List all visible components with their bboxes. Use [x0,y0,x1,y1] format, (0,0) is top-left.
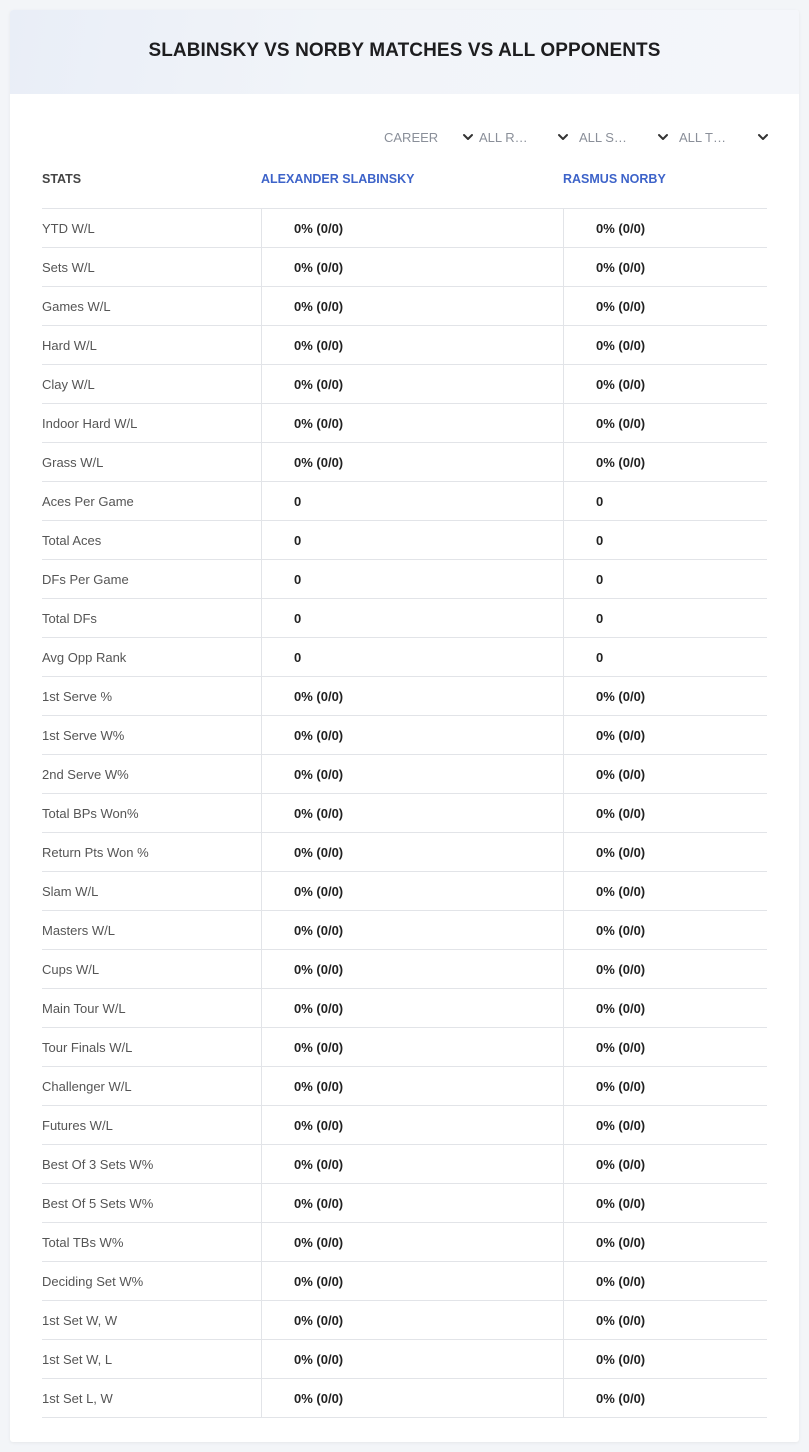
stat-label: Avg Opp Rank [42,649,127,665]
player2-value: 0% (0/0) [563,209,767,247]
player1-value: 0% (0/0) [261,911,563,949]
player1-value: 0% (0/0) [261,1145,563,1183]
player2-value: 0% (0/0) [563,443,767,481]
player2-value: 0% (0/0) [563,1223,767,1261]
table-row [42,755,767,794]
player1-value: 0 [261,638,563,676]
table-row [42,209,767,248]
player1-value: 0% (0/0) [261,950,563,988]
player1-value: 0% (0/0) [261,989,563,1027]
filter-bar [380,126,770,148]
player2-link[interactable]: RASMUS NORBY [563,172,666,186]
table-row [42,560,767,599]
player2-value: 0% (0/0) [563,1262,767,1300]
player1-value: 0% (0/0) [261,443,563,481]
player1-value: 0% (0/0) [261,1262,563,1300]
table-row [42,833,767,872]
table-row [42,287,767,326]
player1-value: 0% (0/0) [261,716,563,754]
player1-value: 0% (0/0) [261,209,563,247]
surface-select-value: ALL S… [579,129,627,145]
stat-label: Clay W/L [42,376,95,392]
table-row [42,794,767,833]
player1-value: 0% (0/0) [261,755,563,793]
player2-value: 0 [563,482,767,520]
stat-label: Aces Per Game [42,493,134,509]
stat-label: Deciding Set W% [42,1273,144,1289]
chevron-down-icon [462,131,474,143]
tournament-select[interactable] [679,126,769,148]
chevron-down-icon [657,131,669,143]
stat-label: 1st Set W, L [42,1351,113,1367]
player2-value: 0% (0/0) [563,1379,767,1417]
table-row [42,1262,767,1301]
player2-value: 0% (0/0) [563,1028,767,1066]
table-row [42,248,767,287]
player2-value: 0 [563,560,767,598]
table-row [42,911,767,950]
player2-value: 0% (0/0) [563,1106,767,1144]
table-row [42,1067,767,1106]
table-row [42,638,767,677]
player1-value: 0 [261,599,563,637]
player2-value: 0% (0/0) [563,1145,767,1183]
player2-value: 0% (0/0) [563,950,767,988]
player2-value: 0% (0/0) [563,1184,767,1222]
player1-value: 0% (0/0) [261,677,563,715]
table-row [42,872,767,911]
stat-label: 1st Serve W% [42,727,125,743]
stat-label: 1st Serve % [42,688,113,704]
player1-link[interactable]: ALEXANDER SLABINSKY [261,172,415,186]
player1-value: 0% (0/0) [261,1223,563,1261]
table-row [42,1106,767,1145]
table-row [42,716,767,755]
player1-value: 0% (0/0) [261,872,563,910]
player2-value: 0% (0/0) [563,911,767,949]
stat-label: Challenger W/L [42,1078,132,1094]
round-select-value: ALL R… [479,129,528,145]
player1-value: 0% (0/0) [261,1067,563,1105]
stat-label: Best Of 5 Sets W% [42,1195,154,1211]
player1-value: 0% (0/0) [261,1340,563,1378]
player2-value: 0% (0/0) [563,872,767,910]
player2-value: 0% (0/0) [563,1340,767,1378]
table-row [42,1301,767,1340]
player1-value: 0% (0/0) [261,287,563,325]
player2-value: 0% (0/0) [563,365,767,403]
player1-value: 0 [261,482,563,520]
player1-value: 0% (0/0) [261,326,563,364]
table-row [42,443,767,482]
table-row [42,1379,767,1418]
stat-label: 1st Set W, W [42,1312,118,1328]
table-row [42,404,767,443]
player2-value: 0% (0/0) [563,755,767,793]
player1-value: 0% (0/0) [261,248,563,286]
table-row [42,326,767,365]
stat-label: Return Pts Won % [42,844,149,860]
stat-label: Hard W/L [42,337,97,353]
stat-label: Total Aces [42,532,102,548]
player2-value: 0% (0/0) [563,677,767,715]
stat-label: Indoor Hard W/L [42,415,138,431]
player1-value: 0% (0/0) [261,1028,563,1066]
stat-label: Main Tour W/L [42,1000,126,1016]
stat-label: Sets W/L [42,259,95,275]
player1-value: 0 [261,521,563,559]
stat-label: Tour Finals W/L [42,1039,133,1055]
stats-column-header: STATS [42,172,82,186]
player2-value: 0 [563,638,767,676]
player1-value: 0% (0/0) [261,1106,563,1144]
player1-value: 0 [261,560,563,598]
player2-value: 0 [563,599,767,637]
player1-value: 0% (0/0) [261,1379,563,1417]
stat-label: DFs Per Game [42,571,129,587]
player2-value: 0% (0/0) [563,833,767,871]
player2-value: 0 [563,521,767,559]
player1-value: 0% (0/0) [261,365,563,403]
stat-label: Futures W/L [42,1117,113,1133]
card-header [10,10,799,94]
stat-label: Total DFs [42,610,97,626]
stat-label: Games W/L [42,298,111,314]
table-row [42,1184,767,1223]
player1-value: 0% (0/0) [261,1301,563,1339]
player2-value: 0% (0/0) [563,1067,767,1105]
stat-label: YTD W/L [42,220,95,236]
page-title: SLABINSKY VS NORBY MATCHES VS ALL OPPONENTS [148,40,661,61]
player1-value: 0% (0/0) [261,1184,563,1222]
period-select-value: CAREER [384,129,439,145]
player2-value: 0% (0/0) [563,287,767,325]
player2-value: 0% (0/0) [563,404,767,442]
player2-value: 0% (0/0) [563,1301,767,1339]
stat-label: 1st Set L, W [42,1390,113,1406]
player2-value: 0% (0/0) [563,989,767,1027]
table-header [42,170,767,208]
stat-label: Total BPs Won% [42,805,139,821]
table-row [42,599,767,638]
table-row [42,482,767,521]
stat-label: Grass W/L [42,454,104,470]
table-row [42,521,767,560]
stat-label: Masters W/L [42,922,115,938]
table-row [42,1223,767,1262]
player2-value: 0% (0/0) [563,716,767,754]
player1-value: 0% (0/0) [261,833,563,871]
round-select[interactable] [479,126,569,148]
stat-label: Cups W/L [42,961,100,977]
player1-value: 0% (0/0) [261,404,563,442]
table-row [42,989,767,1028]
table-row [42,365,767,404]
chevron-down-icon [757,131,769,143]
period-select[interactable] [384,126,474,148]
stat-label: Best Of 3 Sets W% [42,1156,154,1172]
surface-select[interactable] [579,126,669,148]
table-row [42,1340,767,1379]
stat-label: 2nd Serve W% [42,766,129,782]
tournament-select-value: ALL T… [679,129,726,145]
stat-label: Slam W/L [42,883,99,899]
player2-value: 0% (0/0) [563,794,767,832]
player1-value: 0% (0/0) [261,794,563,832]
table-row [42,1028,767,1067]
stat-label: Total TBs W% [42,1234,124,1250]
table-row [42,677,767,716]
table-row [42,1145,767,1184]
chevron-down-icon [557,131,569,143]
player2-value: 0% (0/0) [563,248,767,286]
table-row [42,950,767,989]
stats-table [42,208,767,1418]
stats-card [10,10,799,1442]
player2-value: 0% (0/0) [563,326,767,364]
